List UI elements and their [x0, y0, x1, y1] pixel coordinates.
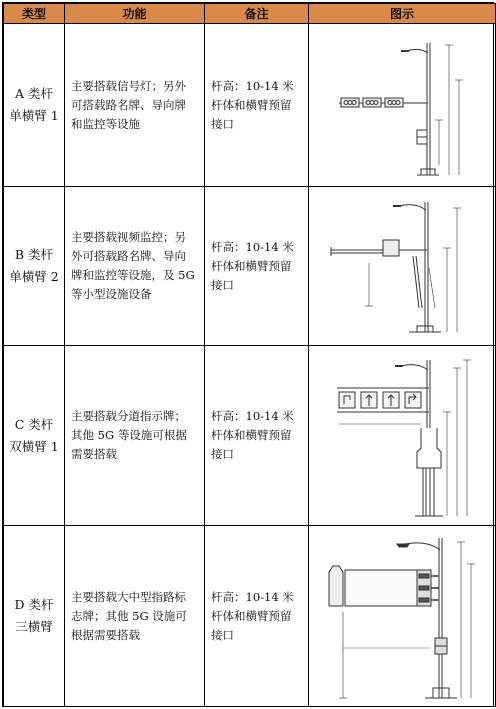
- pole-type-table: [2, 2, 494, 707]
- pole-type-a-icon: [309, 25, 494, 185]
- table-row: [4, 24, 496, 187]
- pole-type-c-icon: [309, 348, 494, 524]
- row-type: C 类杆 双横臂 1: [4, 346, 65, 526]
- row-type: B 类杆 单横臂 2: [4, 187, 65, 346]
- row-diagram: [309, 187, 496, 346]
- row-note: 杆高：10-14 米 杆体和横臂预留 接口: [205, 24, 309, 187]
- row-diagram: [309, 526, 496, 707]
- header-note: 备注: [205, 4, 309, 24]
- row-note: 杆高：10-14 米 杆体和横臂预留 接口: [205, 526, 309, 707]
- row-function: 主要搭载分道指示牌； 其他 5G 等设施可根据 需要搭载: [65, 346, 205, 526]
- header-function: 功能: [65, 4, 205, 24]
- pole-type-b-icon: [309, 188, 494, 344]
- row-function: 主要搭载信号灯；另外 可搭载路名牌、导向牌 和监控等设施: [65, 24, 205, 187]
- row-type: A 类杆 单横臂 1: [4, 24, 65, 187]
- row-diagram: [309, 24, 496, 187]
- pole-type-d-icon: [309, 528, 494, 704]
- row-note: 杆高：10-14 米 杆体和横臂预留 接口: [205, 187, 309, 346]
- table-row: [4, 346, 496, 526]
- row-diagram: [309, 346, 496, 526]
- table-row: [4, 526, 496, 707]
- table-header-row: [4, 4, 496, 24]
- table-row: [4, 187, 496, 346]
- row-type: D 类杆 三横臂: [4, 526, 65, 707]
- header-type: 类型: [4, 4, 65, 24]
- row-function: 主要搭载视频监控；另 外可搭载路名牌、导向 牌和监控等设施，及 5G 等小型设施设备: [65, 187, 205, 346]
- row-note: 杆高：10-14 米 杆体和横臂预留 接口: [205, 346, 309, 526]
- header-image: 图示: [309, 4, 496, 24]
- row-function: 主要搭载大中型指路标 志牌；其他 5G 设施可 根据需要搭载: [65, 526, 205, 707]
